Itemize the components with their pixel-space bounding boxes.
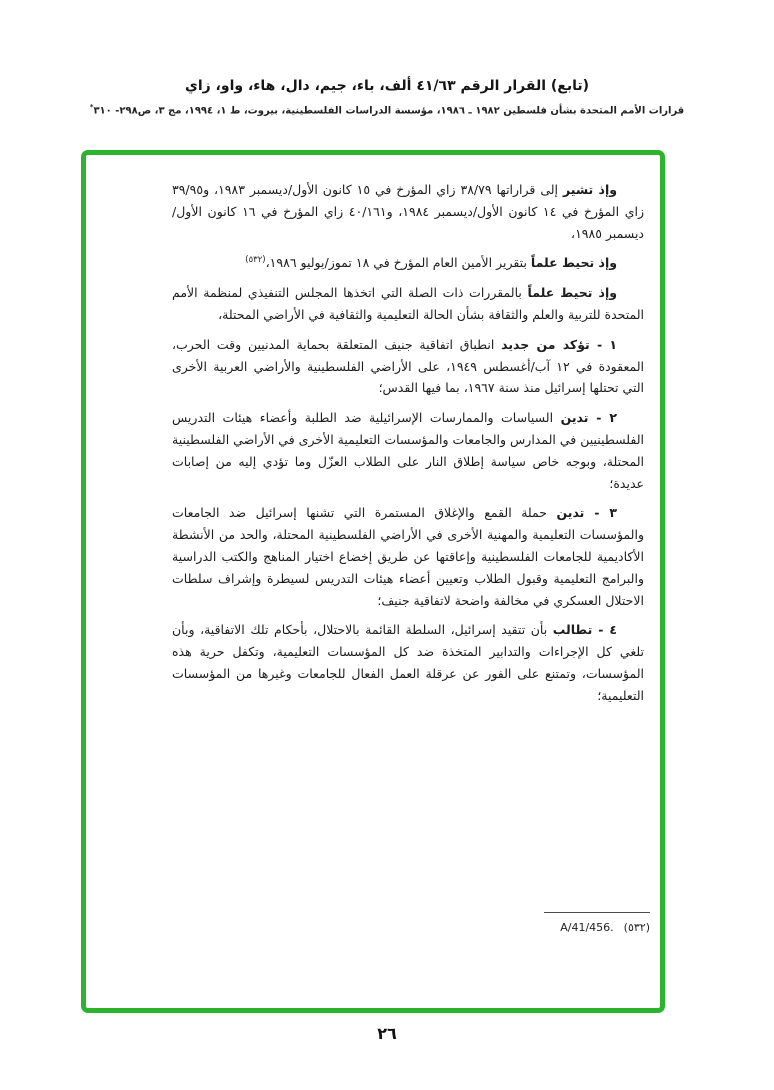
paragraph (172, 407, 644, 494)
paragraph (172, 282, 644, 326)
paragraph (172, 179, 644, 244)
paragraph-lead: ٢ - تدين (560, 410, 618, 426)
paragraph (172, 334, 644, 399)
source-citation: قرارات الأمم المتحدة بشأن فلسطين ١٩٨٢ ـ ١٩٨٦، مؤسسة الدراسات الفلسطينية، بيروت، ط ١، ١٩٩٤، مج ٣، ص٢٩٨- ٣١٠ (93, 105, 685, 117)
paragraph-text: السياسات والممارسات الإسرائيلية ضد الطلبة وأعضاء هيئات التدريس الفلسطينيين في المدارس والجامعات والمؤسسات التعليمية الأخرى في الأراضي الفلسطينية المحتلة، وبوجه خاص سياسة إطلاق النار على الطلاب العزّل وما تؤدي إليه من إصابات عديدة؛ (172, 410, 644, 491)
footnote-ref: A/41/456. (560, 921, 614, 934)
paragraph (172, 502, 644, 611)
page-number: ٢٦ (377, 1024, 397, 1043)
resolution-text (172, 179, 644, 715)
paragraph (172, 252, 644, 274)
content-frame (81, 150, 665, 1013)
document-source-line (0, 103, 774, 116)
paragraph-lead: ٤ - تطالب (552, 622, 617, 638)
footnote-block (450, 912, 650, 934)
document-title: (تابع) القرار الرقم ٤١/٦٣ ألف، باء، جيم، دال، هاء، واو، زاي (184, 78, 590, 94)
footnote-divider (544, 912, 650, 913)
paragraph-lead: وإذ تحيط علماً (527, 285, 618, 301)
paragraph-lead: وإذ تشير (562, 182, 618, 197)
source-footnote-mark: * (89, 103, 94, 111)
footnote-line (450, 921, 650, 934)
footnote-reference-mark: (٥٣٢) (245, 255, 266, 266)
paragraph-lead: ٣ - تدين (556, 505, 617, 521)
paragraph-lead: ١ - تؤكد من جديد (501, 336, 617, 352)
paragraph-text: بأن تتقيد إسرائيل، السلطة القائمة بالاحتلال، بأحكام تلك الاتفاقية، وبأن تلغي كل الإجراءات والتدابير المتخذة ضد كل المؤسسات التعليمية، وتكفل حرية هذه المؤسسات، وتمتنع على الفور عن عرقلة العمل الفعال للجامعات وغيرها من المؤسسات التعليمية؛ (172, 622, 644, 703)
footnote-number: (٥٣٢) (623, 921, 650, 934)
paragraph-text: انطباق اتفاقية جنيف المتعلقة بحماية المدنيين وقت الحرب، المعقودة في ١٢ آب/أغسطس ١٩٤٩، على الأراضي الفلسطينية والأراضي العربية الأخرى التي تحتلها إسرائيل منذ سنة ١٩٦٧، بما فيها القدس؛ (172, 336, 645, 396)
paragraph-text: بتقرير الأمين العام المؤرخ في ١٨ تموز/يوليو ١٩٨٦، (265, 255, 531, 271)
paragraph-text: بالمقررات ذات الصلة التي اتخذها المجلس التنفيذي لمنظمة الأمم المتحدة للتربية والعلم والثقافة بشأن الحالة التعليمية والثقافية في الأراضي المحتلة، (172, 285, 644, 322)
document-header (0, 78, 774, 116)
paragraph (172, 619, 644, 706)
paragraph-text: إلى قراراتها ٣٨/٧٩ زاي المؤرخ في ١٥ كانون الأول/ديسمبر ١٩٨٣، و٣٩/٩٥ زاي المؤرخ في ١٤ كانون الأول/ديسمبر ١٩٨٤، و٤٠/١٦١ زاي المؤرخ في ١٦ كانون الأول/ديسمبر ١٩٨٥، (172, 182, 644, 241)
paragraph-text: حملة القمع والإغلاق المستمرة التي تشنها إسرائيل ضد الجامعات والمؤسسات التعليمية والمهنية الأخرى في الأراضي الفلسطينية المحتلة، والحد من الأنشطة الأكاديمية للجامعات الفلسطينية وإعاقتها عن طريق إخضاع اختيار المناهج والكتب الدراسية والبرامج التعليمية وقبول الطلاب وتعيين أعضاء هيئات التدريس لسيطرة وإشراف سلطات الاحتلال العسكري في مخالفة واضحة لاتفاقية جنيف؛ (172, 505, 644, 608)
paragraph-lead: وإذ تحيط علماً (530, 255, 617, 271)
